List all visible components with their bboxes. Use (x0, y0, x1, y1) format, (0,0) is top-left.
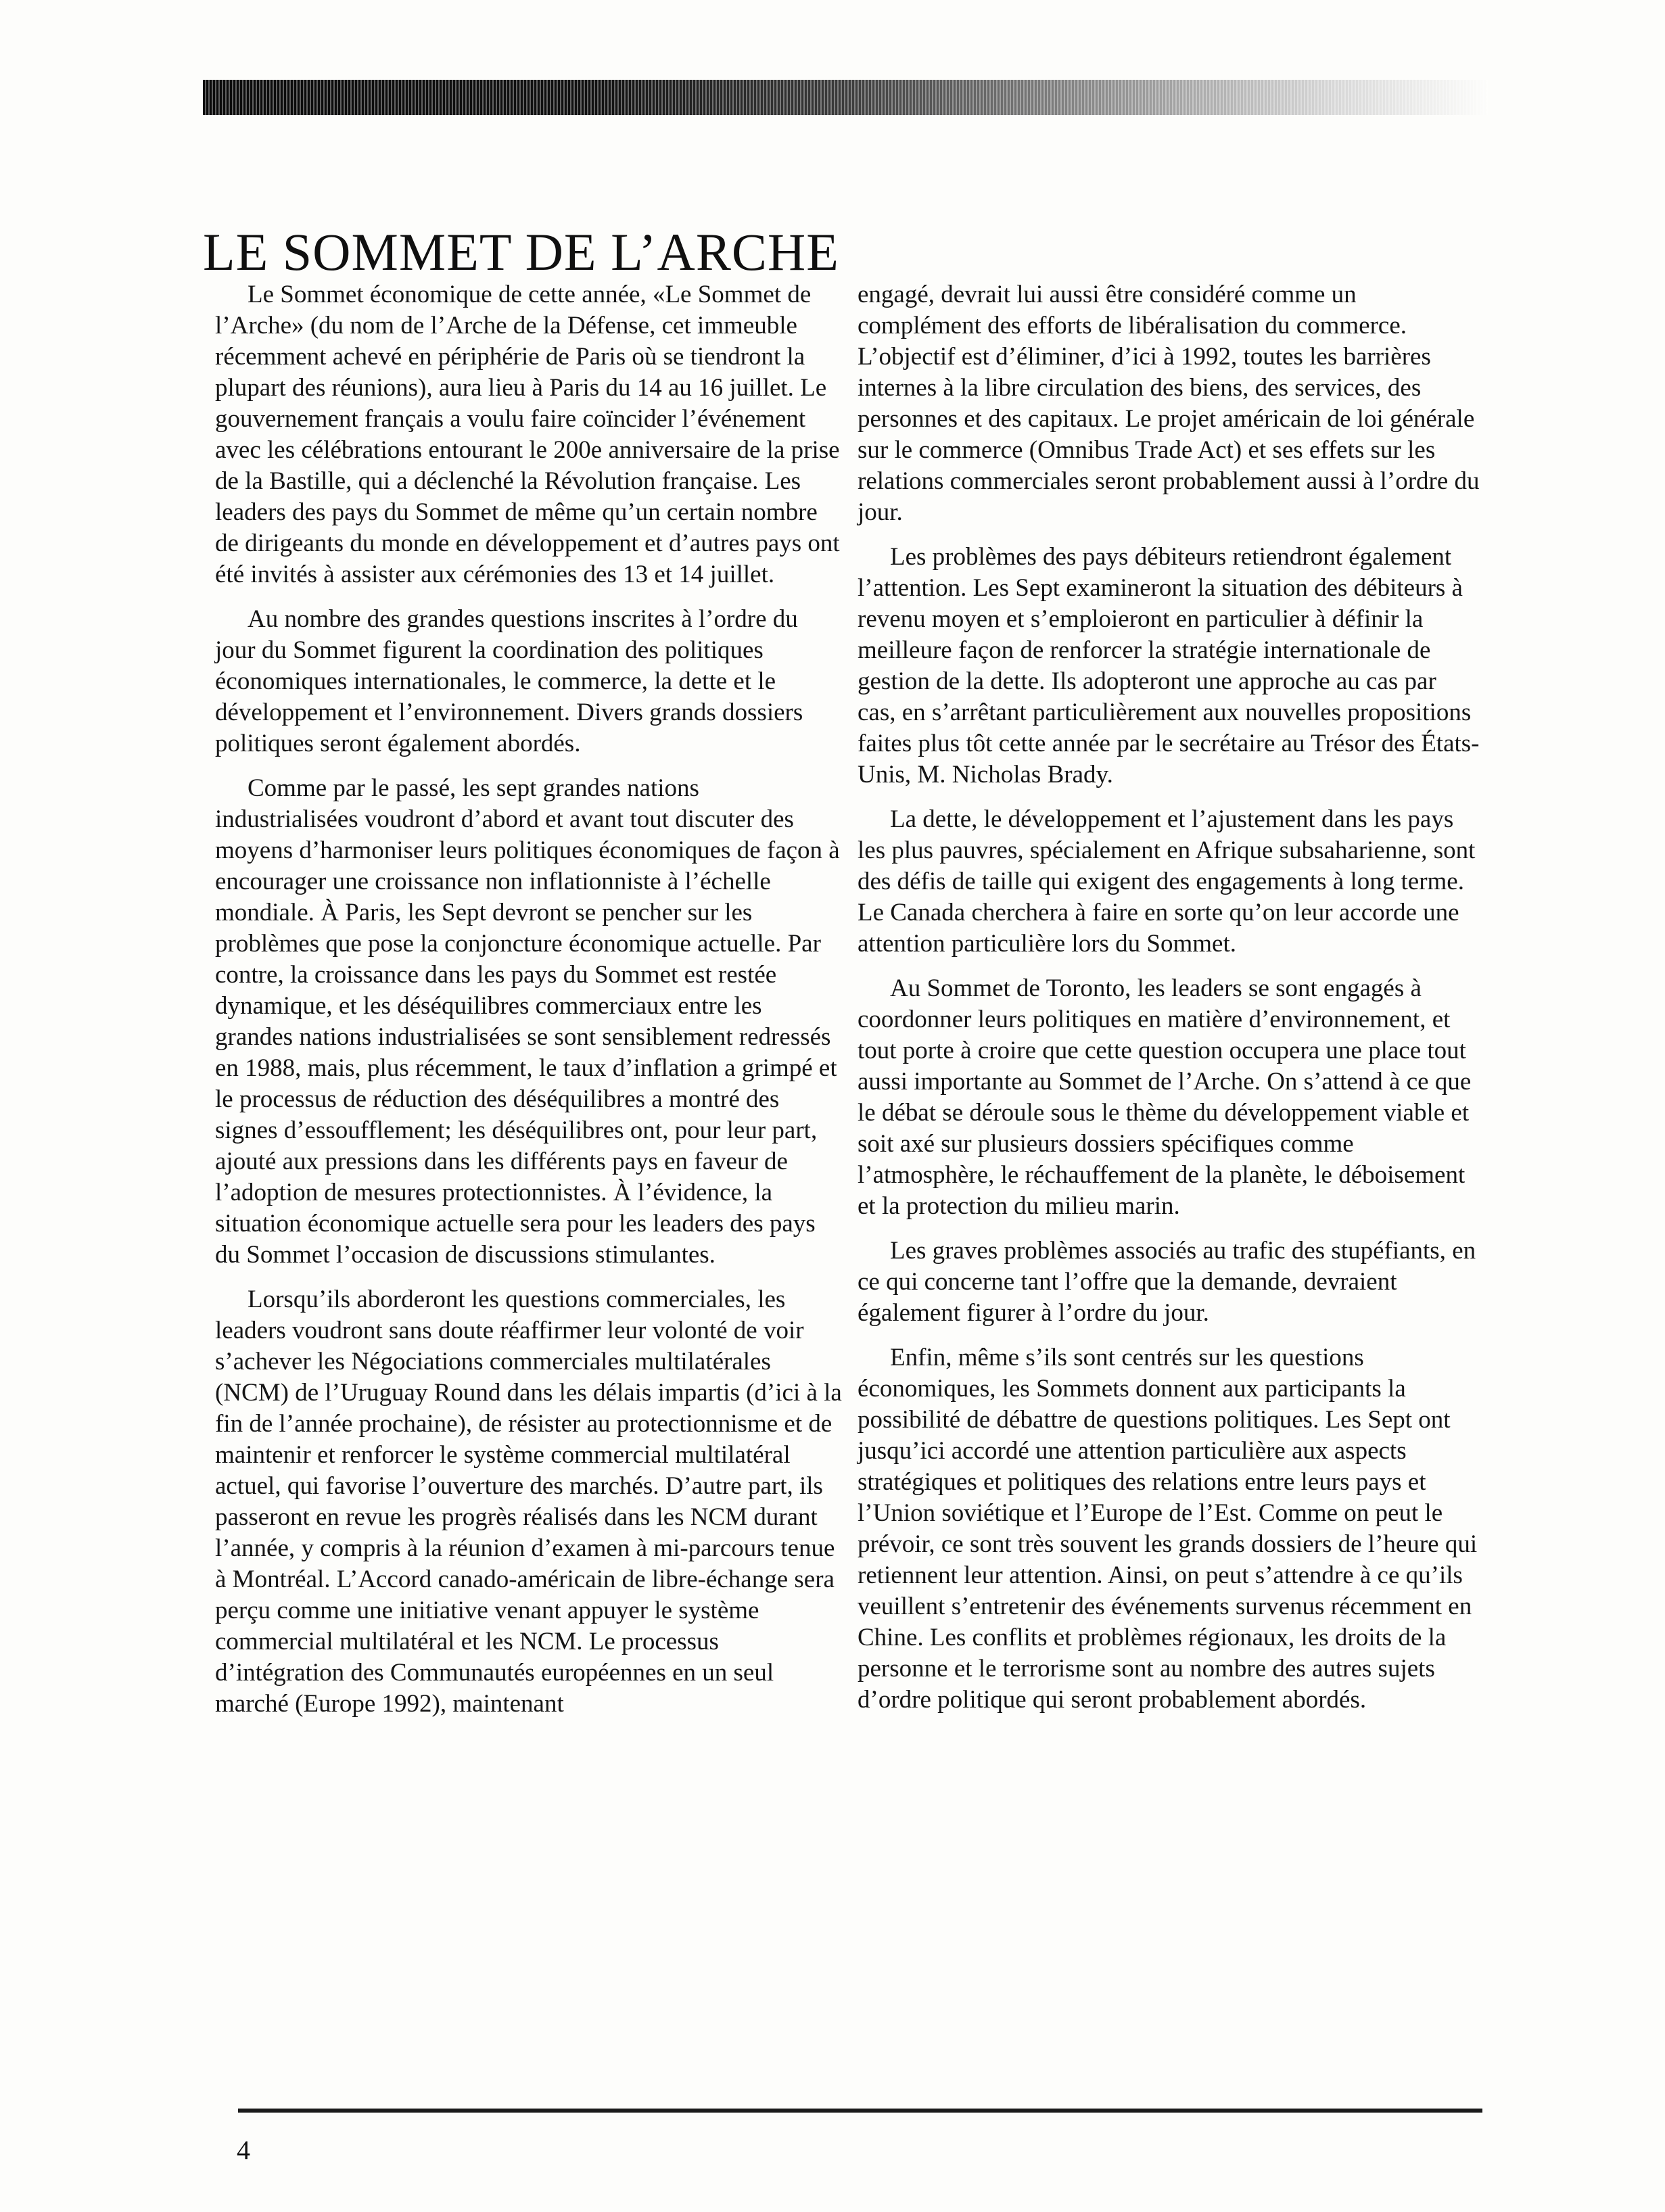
paragraph: Lorsqu’ils aborderont les questions commerciales, les leaders voudront sans doute réaffirmer leur volonté de voir s’achever les Négociations commerciales multilatérales (NCM) de l’Uruguay Round dans les délais impartis (d’ici à la fin de l’année prochaine), de résister au protectionnisme et de maintenir et renforcer le système commercial multilatéral actuel, qui favorise l’ouverture des marchés. D’autre part, ils passeront en revue les progrès réalisés dans les NCM durant l’année, y compris à la réunion d’examen à mi-parcours tenue à Montréal. L’Accord canado-américain de libre-échange sera perçu comme une initiative venant appuyer le système commercial multilatéral et les NCM. Le processus d’intégration des Communautés européennes en un seul marché (Europe 1992), maintenant (215, 1286, 842, 1718)
decorative-banner (203, 80, 1488, 115)
footer-rule (238, 2109, 1482, 2113)
paragraph: Les graves problèmes associés au trafic des stupéfiants, en ce qui concerne tant l’offre que la demande, devraient également figurer à l’ordre du jour. (858, 1237, 1476, 1327)
page-number: 4 (237, 2135, 250, 2165)
paragraph: Le Sommet économique de cette année, «Le Sommet de l’Arche» (du nom de l’Arche de la Défense, cet immeuble récemment achevé en périphérie de Paris où se tiendront la plupart des réunions), aura lieu à Paris du 14 au 16 juillet. Le gouvernement français a voulu faire coïncider l’événement avec les célébrations entourant le 200e anniversaire de la prise de la Bastille, qui a déclenché la Révolution française. Les leaders des pays du Sommet de même qu’un certain nombre de dirigeants du monde en développement et d’autres pays ont été invités à assister aux cérémonies des 13 et 14 juillet. (215, 281, 840, 588)
paragraph: La dette, le développement et l’ajustement dans les pays les plus pauvres, spécialement en Afrique subsaharienne, sont des défis de taille qui exigent des engagements à long terme. Le Canada cherchera à faire en sorte qu’on leur accorde une attention particulière lors du Sommet. (858, 805, 1476, 958)
paragraph: Les problèmes des pays débiteurs retiendront également l’attention. Les Sept examineront la situation des débiteurs à revenu moyen et s’emploieront en particulier à définir la meilleure façon de renforcer la stratégie internationale de gestion de la dette. Ils adopteront une approche au cas par cas, en s’arrêtant particulièrement aux nouvelles propositions faites plus tôt cette année par le secrétaire au Trésor des États-Unis, M. Nicholas Brady. (858, 543, 1480, 789)
article-title: LE SOMMET DE L’ARCHE (203, 222, 839, 281)
paragraph: Comme par le passé, les sept grandes nations industrialisées voudront d’abord et avant tout discuter des moyens d’harmoniser leurs politiques économiques de façon à encourager une croissance non inflationniste à l’échelle mondiale. À Paris, les Sept devront se pencher sur les problèmes que pose la conjoncture économique actuelle. Par contre, la croissance dans les pays du Sommet est restée dynamique, et les déséquilibres commerciaux entre les grandes nations industrialisées se sont sensiblement redressés en 1988, mais, plus récemment, le taux d’inflation a grimpé et le processus de réduction des déséquilibres a montré des signes d’essoufflement; les déséquilibres ont, pour leur part, ajouté aux pressions dans les différents pays en faveur de l’adoption de mesures protectionnistes. À l’évidence, la situation économique actuelle sera pour les leaders des pays du Sommet l’occasion de discussions stimulantes. (215, 774, 840, 1269)
left-column (215, 279, 844, 1733)
paragraph-continuation: engagé, devrait lui aussi être considéré comme un complément des efforts de libéralisation du commerce. L’objectif est d’éliminer, d’ici à 1992, toutes les barrières internes à la libre circulation des biens, des services, des personnes et des capitaux. Le projet américain de loi générale sur le commerce (Omnibus Trade Act) et ses effets sur les relations commerciales seront probablement aussi à l’ordre du jour. (858, 281, 1480, 526)
right-column (858, 279, 1480, 1729)
paragraph: Au nombre des grandes questions inscrites à l’ordre du jour du Sommet figurent la coordination des politiques économiques internationales, le commerce, la dette et le développement et l’environnement. Divers grands dossiers politiques seront également abordés. (215, 605, 803, 757)
paragraph: Au Sommet de Toronto, les leaders se sont engagés à coordonner leurs politiques en matière d’environnement, et tout porte à croire que cette question occupera une place tout aussi importante au Sommet de l’Arche. On s’attend à ce que le débat se déroule sous le thème du développement viable et soit axé sur plusieurs dossiers spécifiques comme l’atmosphère, le réchauffement de la planète, le déboisement et la protection du milieu marin. (858, 974, 1472, 1220)
paragraph: Enfin, même s’ils sont centrés sur les questions économiques, les Sommets donnent aux participants la possibilité de débattre de questions politiques. Les Sept ont jusqu’ici accordé une attention particulière aux aspects stratégiques et politiques des relations entre leurs pays et l’Union soviétique et l’Europe de l’Est. Comme on peut le prévoir, ce sont très souvent les grands dossiers de l’heure qui retiennent leur attention. Ainsi, on peut s’attendre à ce qu’ils veuillent s’entretenir des événements survenus récemment en Chine. Les conflits et problèmes régionaux, les droits de la personne et le terrorisme sont au nombre des autres sujets d’ordre politique qui seront probablement abordés. (858, 1344, 1478, 1714)
